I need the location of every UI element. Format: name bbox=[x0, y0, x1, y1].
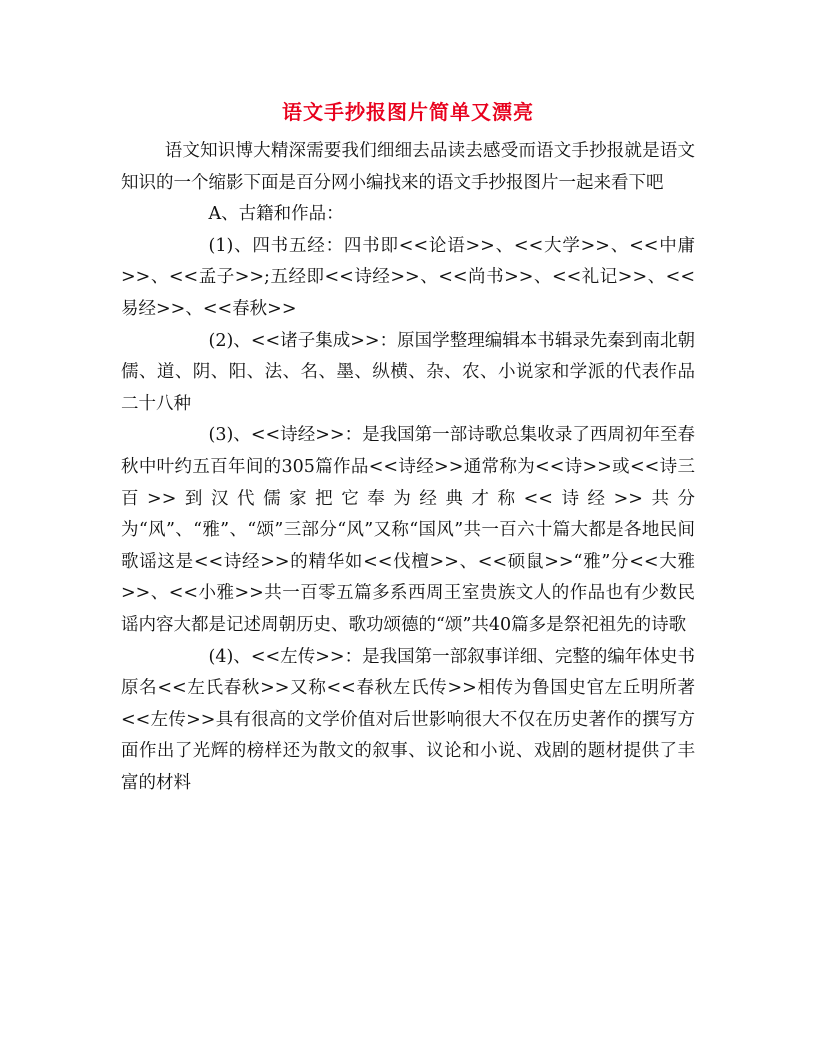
item-paragraph-2: (2)、<<诸子集成>>：原国学整理编辑本书辑录先秦到南北朝儒、道、阴、阳、法、名、墨、纵横、杂、农、小说家和学派的代表作品二十八种 bbox=[121, 330, 695, 414]
document-title: 语文手抄报图片简单又漂亮 bbox=[282, 100, 534, 124]
item-paragraph-3: (3)、<<诗经>>：是我国第一部诗歌总集收录了西周初年至春秋中叶约五百年间的305篇作品<<诗经>>通常称为<<诗>>或<<诗三百>>到汉代儒家把它奉为经典才称<<诗经>>共分为“风”、“雅”、“颂”三部分“风”又称“国风”共一百六十篇大都是各地民间歌谣这是<<诗经>>的精华如<<伐檀>>、<<硕鼠>>“雅”分<<大雅>>、<<小雅>>共一百零五篇多系西周王室贵族文人的作品也有少数民谣内容大都是记述周朝历史、歌功颂德的“颂”共40篇多是祭祀祖先的诗歌 bbox=[121, 425, 695, 635]
section-heading: A、古籍和作品： bbox=[208, 204, 344, 225]
item-paragraph-4: (4)、<<左传>>：是我国第一部叙事详细、完整的编年体史书原名<<左氏春秋>>又称<<春秋左氏传>>相传为鲁国史官左丘明所著<<左传>>具有很高的文学价值对后世影响很大不仅在历史著作的撰写方面作出了光辉的榜样还为散文的叙事、议论和小说、戏剧的题材提供了丰富的材料 bbox=[121, 646, 695, 793]
document-body bbox=[121, 136, 695, 799]
item-paragraph-1: (1)、四书五经：四书即<<论语>>、<<大学>>、<<中庸>>、<<孟子>>;五经即<<诗经>>、<<尚书>>、<<礼记>>、<<易经>>、<<春秋>> bbox=[121, 235, 695, 319]
intro-paragraph: 语文知识博大精深需要我们细细去品读去感受而语文手抄报就是语文知识的一个缩影下面是百分网小编找来的语文手抄报图片一起来看下吧 bbox=[121, 141, 695, 193]
